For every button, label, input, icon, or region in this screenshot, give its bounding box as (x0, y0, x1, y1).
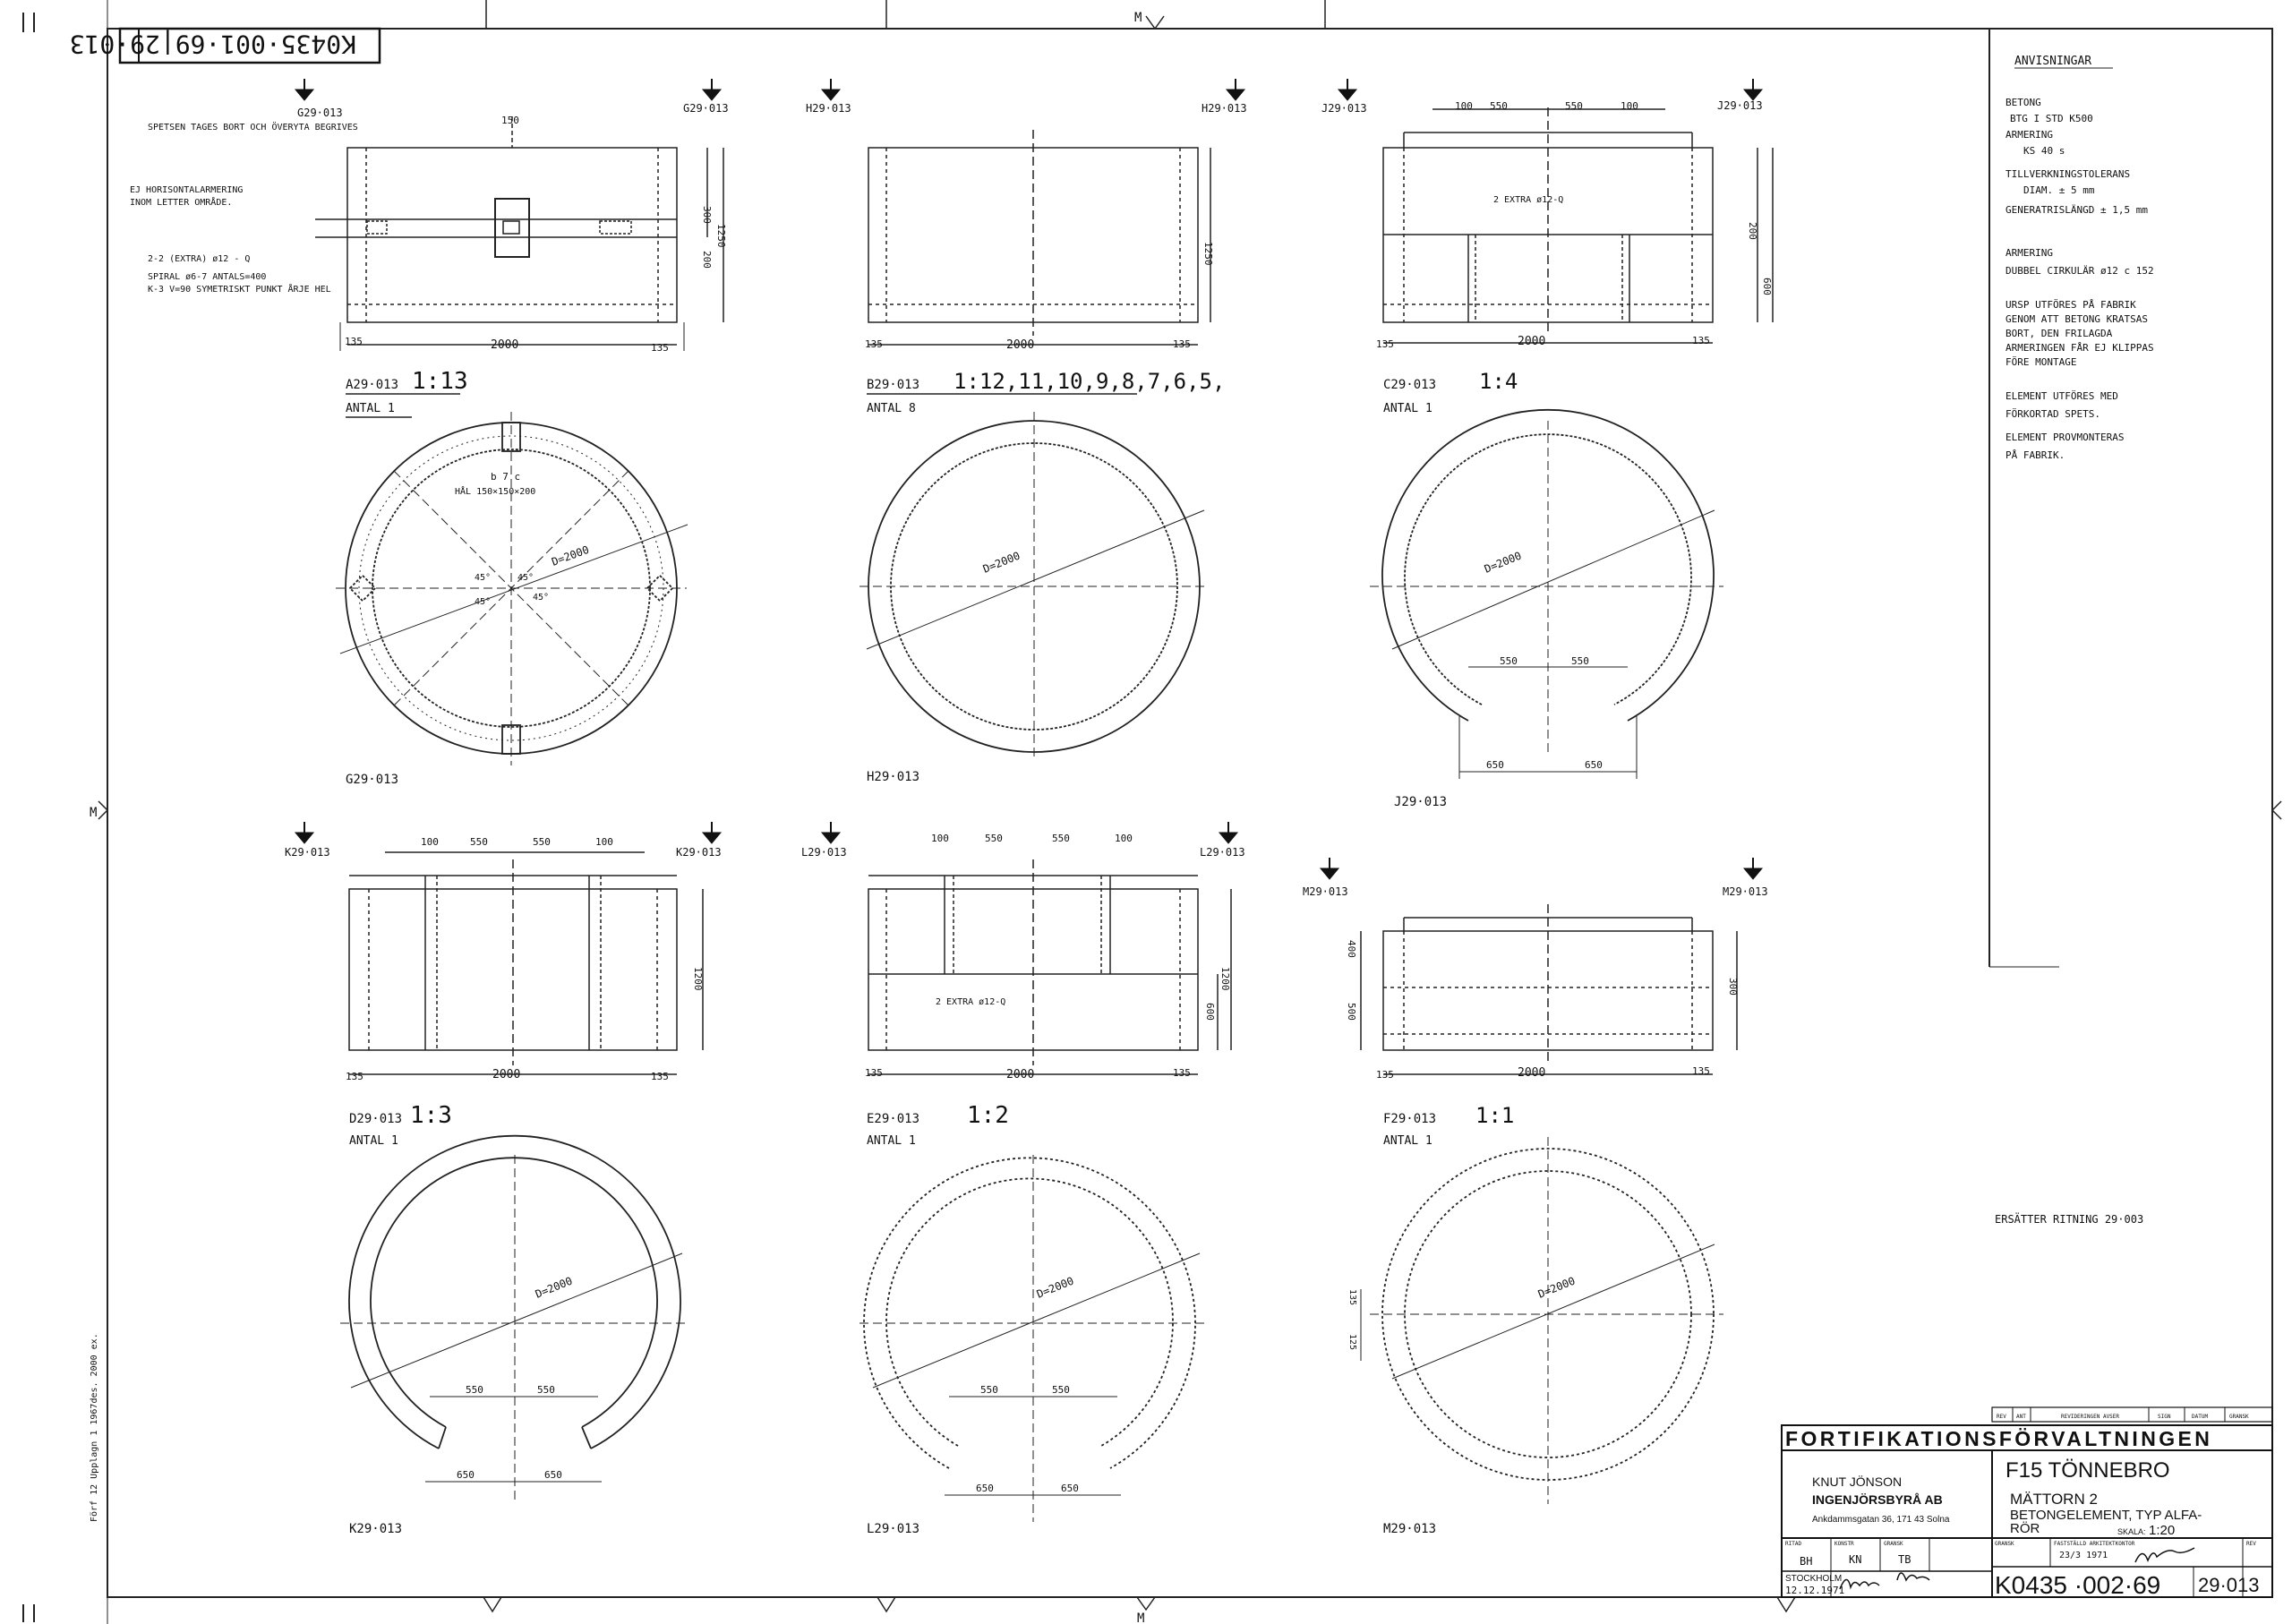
dim-e-edge-left: 135 (865, 1067, 883, 1079)
view-b-label: B29·013 (867, 378, 920, 392)
fastst-value: 23/3 1971 (2059, 1551, 2108, 1560)
print-note: Förf 12 Upplagn 1 1967des. 2000 ex. (90, 1333, 99, 1522)
plan-k-label: K29·013 (349, 1522, 403, 1536)
dim-e-100b: 100 (1115, 833, 1133, 844)
rev-h-ant: ANT (2016, 1414, 2026, 1420)
view-c-antal: ANTAL 1 (1383, 402, 1432, 415)
plan-j-label: J29·013 (1394, 795, 1448, 809)
note-element1: ELEMENT UTFÖRES MED (2006, 390, 2118, 402)
dim-m-135: 135 (1347, 1289, 1357, 1306)
konstr-label: KONSTR (1834, 1541, 1854, 1547)
section-mark-e-right: L29·013 (1200, 846, 1245, 859)
view-c-label: C29·013 (1383, 378, 1437, 392)
gransk-label: GRANSK (1884, 1541, 1903, 1547)
view-d-elevation (349, 852, 703, 1074)
gransk2-label: GRANSK (1995, 1541, 2014, 1547)
dim-e-100a: 100 (931, 833, 949, 844)
plan-h (860, 412, 1209, 761)
rev-h-datum: DATUM (2192, 1414, 2209, 1420)
note-btg: BTG I STD K500 (2010, 113, 2093, 124)
section-mark-f-right: M29·013 (1723, 885, 1768, 898)
label-g-45a: 45° (475, 573, 492, 583)
note-genom: GENOM ATT BETONG KRATSAS (2006, 313, 2148, 325)
ritad-label: RITAD (1785, 1541, 1802, 1547)
dim-a-edge-right: 135 (651, 342, 669, 354)
title-authority: FORTIFIKATIONSFÖRVALTNINGEN (1785, 1427, 2213, 1450)
dim-e-width: 2000 (1006, 1068, 1035, 1081)
view-a-antal: ANTAL 1 (346, 402, 395, 415)
label-e-extra: 2 EXTRA ø12-Q (936, 997, 1006, 1007)
label-c-extra: 2 EXTRA ø12-Q (1493, 195, 1564, 205)
sheet-number: 29·013 (2198, 1574, 2260, 1596)
note-forkortad: FÖRKORTAD SPETS. (2006, 408, 2100, 420)
note-spiral: SPIRAL ø6-7 ANTALS=400 (148, 272, 267, 282)
section-mark-c-left: J29·013 (1321, 102, 1367, 115)
section-mark-e-left: L29·013 (801, 846, 847, 859)
label-g-45d: 45° (533, 593, 550, 603)
label-g-hal: b 7 c (491, 471, 521, 483)
rev-h-gransk: GRANSK (2229, 1414, 2249, 1420)
dim-f-edge-right: 135 (1692, 1065, 1710, 1077)
note-armering2: ARMERING (2006, 247, 2053, 259)
dim-d-edge-right: 135 (651, 1071, 669, 1082)
drawing-number: K0435 ·002·69 (1995, 1571, 2161, 1599)
label-g-45c: 45° (475, 597, 492, 607)
dim-f-edge-left: 135 (1376, 1069, 1394, 1081)
ritad-value: BH (1800, 1555, 1813, 1568)
view-c-elevation (1383, 107, 1773, 343)
dim-d-width: 2000 (492, 1068, 521, 1081)
dim-k-650a: 650 (457, 1469, 475, 1481)
dim-l-650a: 650 (976, 1483, 994, 1494)
view-d-label: D29·013 (349, 1112, 403, 1126)
view-a-label: A29·013 (346, 378, 399, 392)
anvisningar-notes (2006, 55, 2154, 461)
center-mark-top: M (1134, 11, 1142, 25)
dim-j-550a: 550 (1500, 655, 1518, 667)
note-diam: DIAM. ± 5 mm (2023, 184, 2095, 196)
view-f-antal: ANTAL 1 (1383, 1134, 1432, 1148)
dim-m-diameter: D=2000 (1535, 1274, 1578, 1301)
dim-c-100b: 100 (1621, 100, 1638, 112)
plan-l (860, 1155, 1209, 1522)
rev-label: REV (2246, 1541, 2256, 1547)
place-label: STOCKHOLM (1785, 1574, 1843, 1584)
dim-k-550a: 550 (466, 1384, 483, 1396)
note-tolerans: TILLVERKNINGSTOLERANS (2006, 168, 2131, 180)
dim-g-diameter: D=2000 (550, 543, 591, 568)
rev-h-avser: REVIDERINGEN AVSER (2061, 1414, 2120, 1420)
view-f-scale: 1:1 (1475, 1103, 1515, 1128)
gransk-value: TB (1898, 1553, 1911, 1566)
dim-m-125: 125 (1347, 1334, 1357, 1351)
section-mark-d-left: K29·013 (285, 846, 330, 859)
view-a-elevation (315, 116, 723, 351)
skala-value: 1:20 (2149, 1523, 2176, 1538)
dim-k-550b: 550 (537, 1384, 555, 1396)
dim-e-600: 600 (1204, 1003, 1216, 1021)
plan-m-label: M29·013 (1383, 1522, 1437, 1536)
plan-g (336, 412, 688, 765)
note-ursp: URSP UTFÖRES PÅ FABRIK (2006, 299, 2136, 311)
date-value: 12.12.1971 (1785, 1585, 1845, 1596)
view-e-scale: 1:2 (967, 1102, 1009, 1129)
note-k3: K-3 V=90 SYMETRISKT PUNKT ÅRJE HEL (148, 285, 331, 295)
signature-knut (1840, 1573, 1929, 1589)
plan-g-label: G29·013 (346, 773, 399, 787)
dim-e-550a: 550 (985, 833, 1003, 844)
dim-c-600: 600 (1761, 278, 1773, 295)
dim-d-100b: 100 (595, 836, 613, 848)
view-b-scale: 1:12,11,10,9,8,7,6,5, (954, 369, 1226, 394)
revision-headers (1997, 1414, 2249, 1420)
dim-l-550a: 550 (980, 1384, 998, 1396)
section-mark-f-left: M29·013 (1303, 885, 1348, 898)
view-a-scale: 1:13 (412, 368, 468, 395)
subtitle-2: BETONGELEMENT, TYP ALFA- (2010, 1508, 2202, 1523)
subtitle-3: RÖR (2010, 1521, 2040, 1536)
plan-k (340, 1136, 689, 1504)
company-name-1: KNUT JÖNSON (1812, 1474, 1903, 1489)
signature-fastst (2135, 1548, 2194, 1562)
dim-a-1250: 1250 (715, 224, 727, 248)
note-horisontal: EJ HORISONTALARMERING (130, 185, 244, 195)
dim-k-650b: 650 (544, 1469, 562, 1481)
dim-e-550b: 550 (1052, 833, 1070, 844)
dim-l-diameter: D=2000 (1034, 1274, 1076, 1301)
plan-j (1370, 410, 1723, 779)
view-c-scale: 1:4 (1479, 369, 1518, 394)
drawing-number-top: K0435·001·69|29·013 (69, 30, 356, 59)
center-mark-bottom: M (1137, 1611, 1145, 1624)
dim-a-width: 2000 (491, 338, 519, 352)
label-g-hal2: HÅL 150×150×200 (455, 487, 536, 497)
dim-d-550b: 550 (533, 836, 551, 848)
dim-d-edge-left: 135 (346, 1071, 363, 1082)
dim-d-100a: 100 (421, 836, 439, 848)
dim-e-1200: 1200 (1219, 967, 1231, 991)
view-b-elevation (868, 130, 1210, 345)
dim-j-650b: 650 (1585, 759, 1603, 771)
dim-e-edge-right: 135 (1173, 1067, 1191, 1079)
dim-c-550b: 550 (1565, 100, 1583, 112)
skala-label: SKALA: (2117, 1527, 2146, 1536)
note-betong: BETONG (2006, 97, 2041, 108)
section-mark-d-right: K29·013 (676, 846, 722, 859)
note-armering1: ARMERING (2006, 129, 2053, 141)
dim-j-diameter: D=2000 (1482, 549, 1524, 576)
dim-f-width: 2000 (1518, 1066, 1546, 1080)
dim-f-400: 400 (1346, 940, 1357, 958)
view-d-scale: 1:3 (410, 1102, 452, 1129)
anvisningar-title: ANVISNINGAR (2014, 55, 2092, 68)
dim-j-650a: 650 (1486, 759, 1504, 771)
dim-d-1200: 1200 (692, 967, 704, 991)
plan-h-label: H29·013 (867, 770, 920, 784)
crop-marks (23, 13, 34, 1622)
dim-a-300: 300 (701, 206, 713, 224)
side-mark: M (90, 806, 98, 820)
subtitle-1: MÄTTORN 2 (2010, 1491, 2098, 1508)
dim-a-200: 200 (701, 251, 713, 269)
drawing-number-stamp (70, 29, 380, 63)
dim-d-550a: 550 (470, 836, 488, 848)
view-e-label: E29·013 (867, 1112, 920, 1126)
dim-c-edge-right: 135 (1692, 335, 1710, 346)
dim-l-650b: 650 (1061, 1483, 1079, 1494)
dim-f-300: 300 (1727, 978, 1739, 996)
drawing-frame (107, 29, 2272, 1597)
note-element2: ELEMENT PROVMONTERAS (2006, 432, 2125, 443)
dim-j-550b: 550 (1571, 655, 1589, 667)
company-name-2: INGENJÖRSBYRÅ AB (1812, 1492, 1943, 1507)
dim-l-550b: 550 (1052, 1384, 1070, 1396)
view-e-antal: ANTAL 1 (867, 1134, 916, 1148)
dim-k-diameter: D=2000 (533, 1274, 575, 1301)
plan-l-label: L29·013 (867, 1522, 920, 1536)
rev-h-rev: REV (1997, 1414, 2006, 1420)
fastst-label: FASTSTÄLLD ARKITEKTKONTOR (2054, 1541, 2135, 1547)
note-spets: SPETSEN TAGES BORT OCH ÖVERYTA BEGRIVES (148, 123, 358, 132)
dim-b-1250: 1250 (1202, 242, 1214, 266)
note-armeringen: ARMERINGEN FÅR EJ KLIPPAS (2006, 342, 2154, 354)
view-f-elevation (1361, 904, 1737, 1074)
dim-a-edge-left: 135 (345, 336, 363, 347)
rev-h-sign: SIGN (2158, 1414, 2171, 1420)
dim-c-550a: 550 (1490, 100, 1508, 112)
view-d-antal: ANTAL 1 (349, 1134, 398, 1148)
view-f-label: F29·013 (1383, 1112, 1437, 1126)
dim-c-edge-left: 135 (1376, 338, 1394, 350)
plan-m (1361, 1137, 1723, 1504)
note-generatris: GENERATRISLÄNGD ± 1,5 mm (2006, 204, 2148, 216)
dim-h-diameter: D=2000 (980, 549, 1022, 576)
note-extra: 2-2 (EXTRA) ø12 - Q (148, 254, 251, 264)
section-mark-a-right: G29·013 (683, 102, 729, 115)
note-fabrik: PÅ FABRIK. (2006, 449, 2065, 461)
note-omrade: INOM LETTER OMRÅDE. (130, 198, 233, 208)
section-mark-a-left: G29·013 (297, 107, 343, 119)
dim-b-width: 2000 (1006, 338, 1035, 352)
konstr-value: KN (1849, 1553, 1862, 1566)
note-bort: BORT, DEN FRILAGDA (2006, 328, 2113, 339)
section-mark-b-left: H29·013 (806, 102, 851, 115)
dim-b-edge-left: 135 (865, 338, 883, 350)
view-e-elevation (868, 859, 1231, 1074)
dim-b-edge-right: 135 (1173, 338, 1191, 350)
project-title: F15 TÖNNEBRO (2006, 1458, 2170, 1483)
dim-c-200: 200 (1747, 222, 1758, 240)
dim-c-width: 2000 (1518, 335, 1546, 348)
note-ks40: KS 40 s (2023, 145, 2065, 157)
note-dubbel: DUBBEL CIRKULÄR ø12 c 152 (2006, 265, 2154, 277)
dim-a-150: 150 (501, 115, 519, 126)
section-mark-b-right: H29·013 (1202, 102, 1247, 115)
view-b-antal: ANTAL 8 (867, 402, 916, 415)
note-ersatter: ERSÄTTER RITNING 29·003 (1995, 1213, 2144, 1226)
label-g-45b: 45° (517, 573, 535, 583)
note-fore: FÖRE MONTAGE (2006, 356, 2077, 368)
dim-f-500: 500 (1346, 1003, 1357, 1021)
section-mark-c-right: J29·013 (1717, 99, 1763, 112)
company-address: Ankdammsgatan 36, 171 43 Solna (1812, 1515, 1950, 1525)
dim-c-100a: 100 (1455, 100, 1473, 112)
